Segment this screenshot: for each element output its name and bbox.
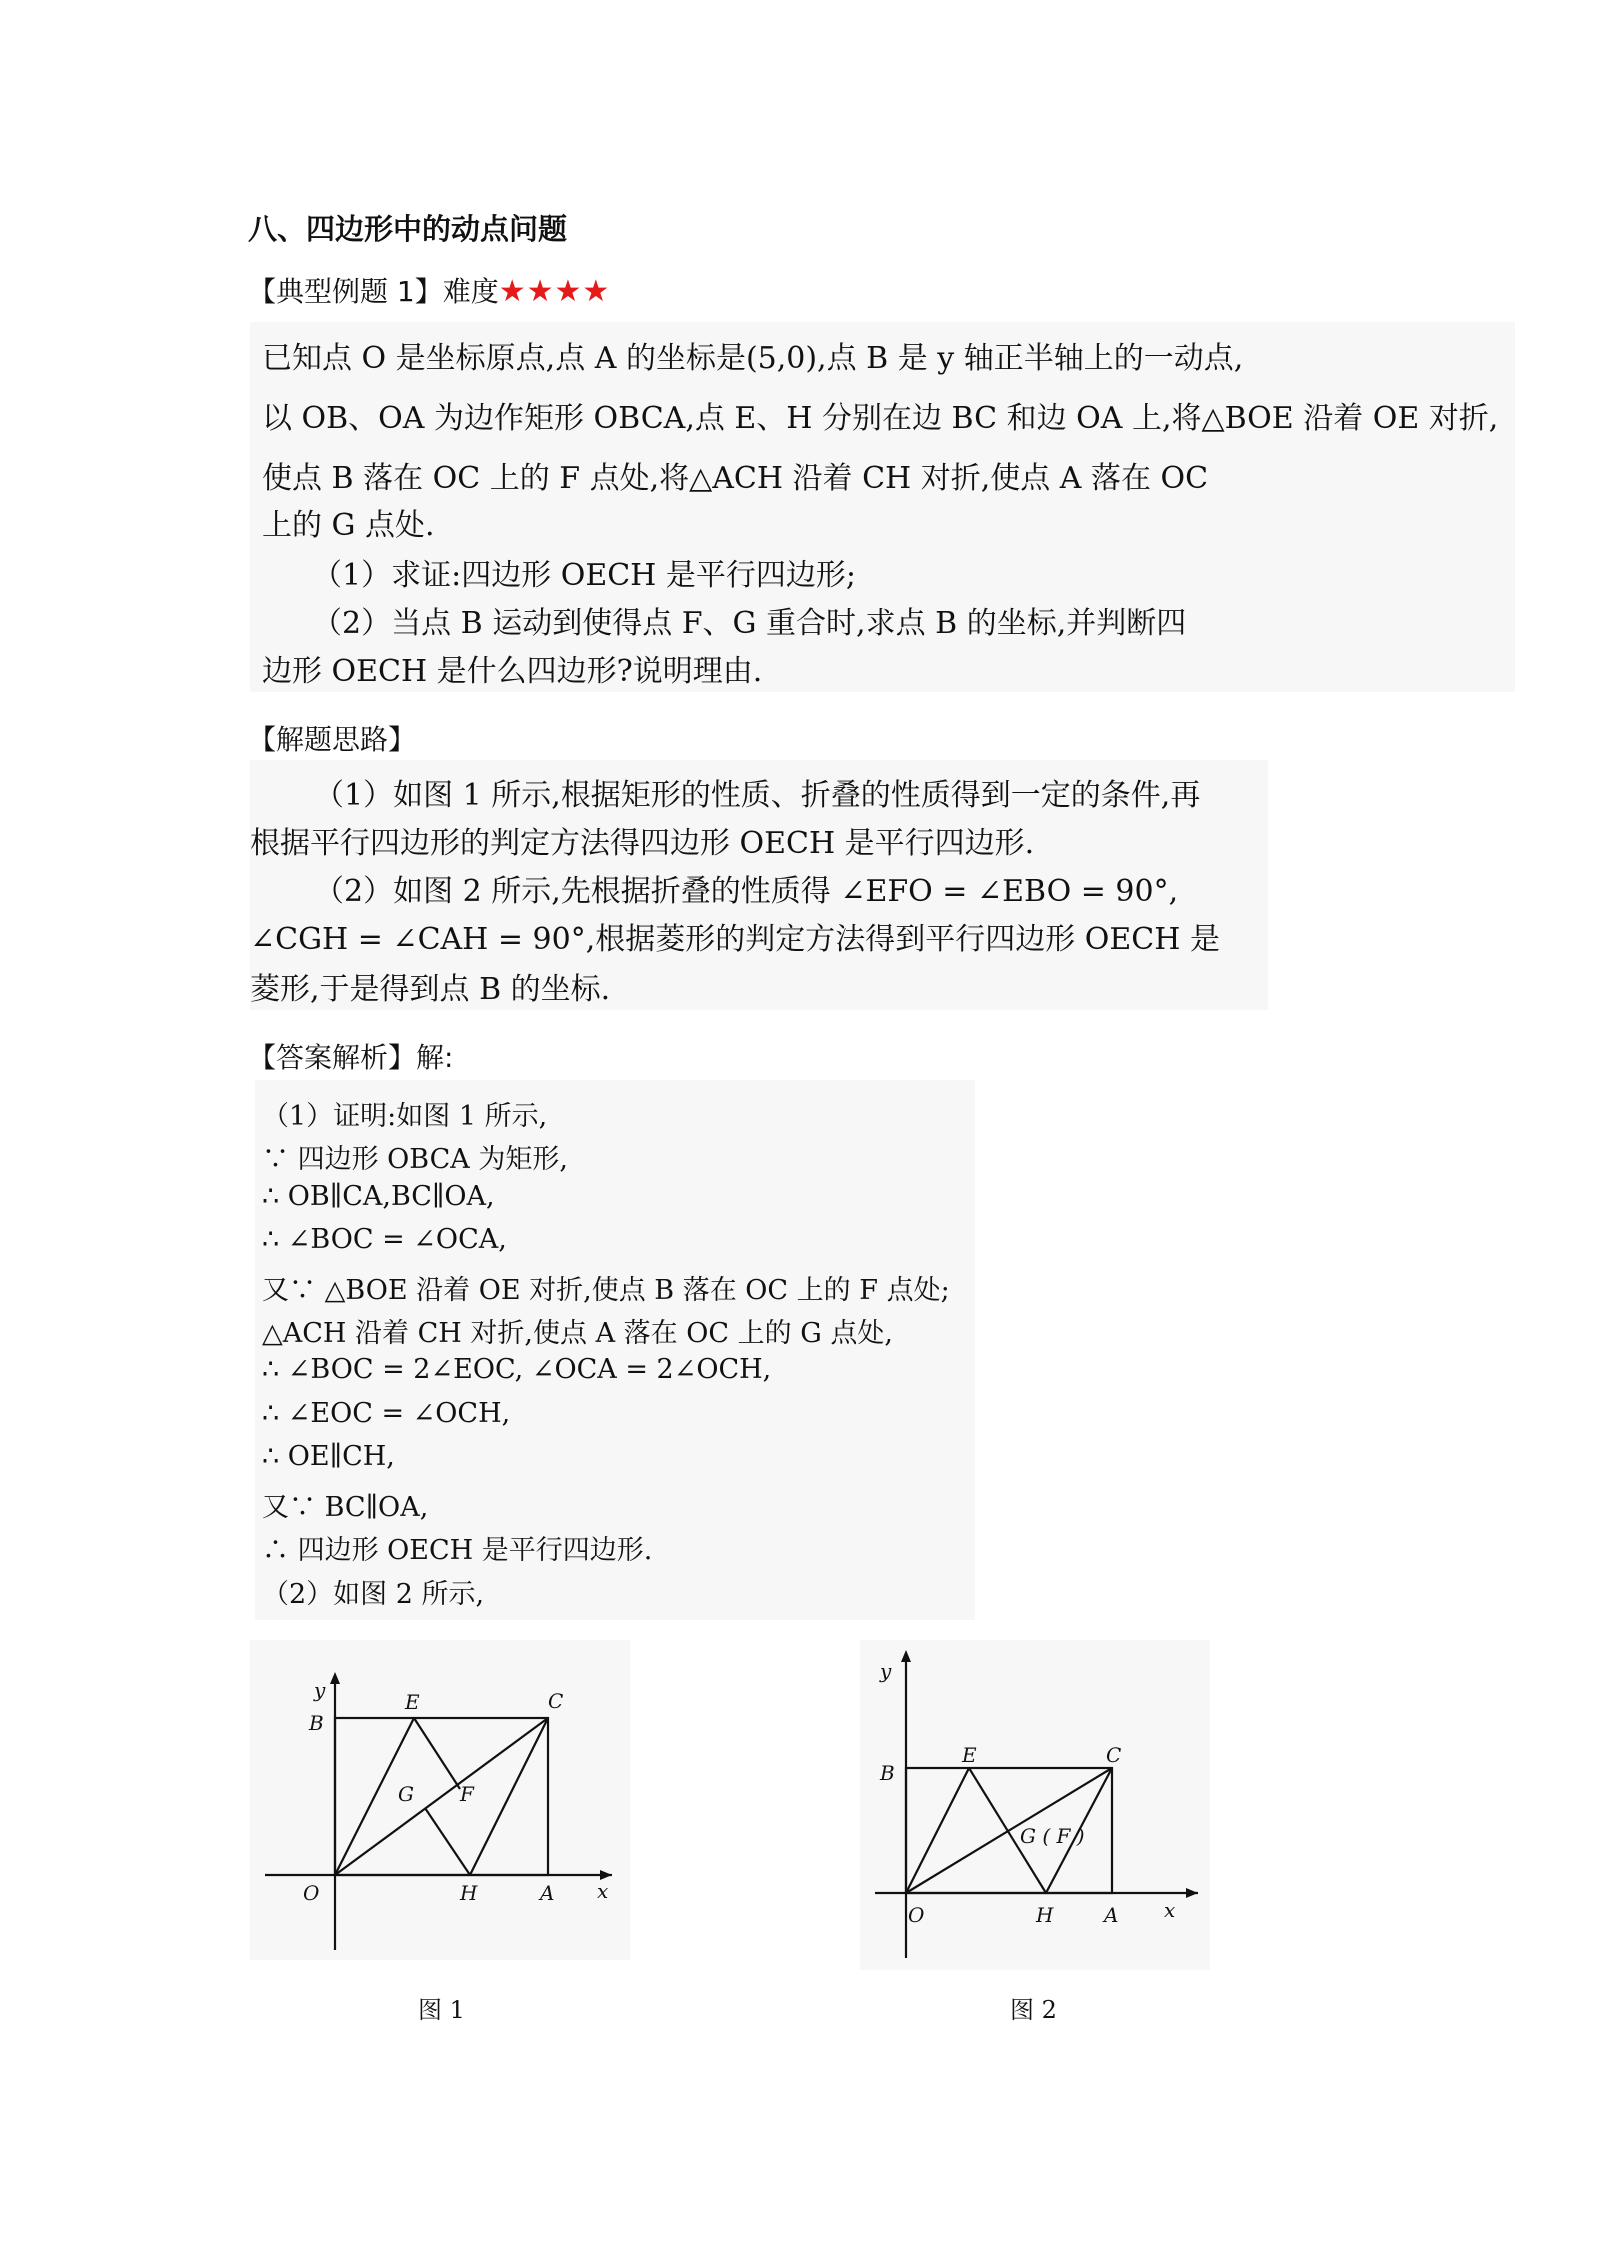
example-label: 【典型例题 1】: [248, 275, 443, 308]
label-E: E: [405, 1690, 420, 1714]
problem-line: 使点 B 落在 OC 上的 F 点处,将△ACH 沿着 CH 对折,使点 A 落在 OC: [262, 461, 1209, 496]
figure-2-caption: 图 2: [1010, 1996, 1057, 2024]
label-y: y: [314, 1678, 326, 1702]
answer-line: ∴ OB∥CA,BC∥OA,: [262, 1181, 495, 1212]
answer-line: ∴ 四边形 OECH 是平行四边形.: [262, 1535, 653, 1566]
figure-1-background: [250, 1640, 630, 1960]
approach-label: 【解题思路】: [248, 723, 417, 756]
figure-2: [860, 1640, 1210, 1970]
label-C: C: [1106, 1743, 1122, 1767]
answer-line: ∴ OE∥CH,: [262, 1441, 395, 1472]
answer-line: （1）证明:如图 1 所示,: [262, 1101, 548, 1132]
answer-line: ∴ ∠EOC = ∠OCH,: [262, 1398, 511, 1429]
answer-line: ∴ ∠BOC = 2∠EOC, ∠OCA = 2∠OCH,: [262, 1354, 772, 1385]
difficulty-stars: ★★★★: [498, 274, 611, 309]
label-x: x: [1164, 1898, 1176, 1922]
answer-line: ∵ 四边形 OBCA 为矩形,: [262, 1144, 568, 1175]
answer-line: △ACH 沿着 CH 对折,使点 A 落在 OC 上的 G 点处,: [262, 1318, 893, 1349]
problem-line: 边形 OECH 是什么四边形?说明理由.: [262, 654, 763, 689]
label-y: y: [880, 1659, 892, 1683]
problem-line: 上的 G 点处.: [262, 508, 435, 543]
approach-line: （2）如图 2 所示,先根据折叠的性质得 ∠EFO = ∠EBO = 90°,: [314, 874, 1179, 909]
label-x: x: [597, 1879, 609, 1903]
approach-line: 菱形,于是得到点 B 的坐标.: [250, 972, 611, 1007]
label-O: O: [303, 1881, 320, 1905]
problem-line: 以 OB、OA 为边作矩形 OBCA,点 E、H 分别在边 BC 和边 OA 上,将△BOE 沿着 OE 对折,: [262, 401, 1499, 436]
label-B: B: [880, 1761, 895, 1785]
figure-1-caption: 图 1: [418, 1996, 465, 2024]
approach-line: 根据平行四边形的判定方法得四边形 OECH 是平行四边形.: [250, 826, 1035, 861]
section-title: 八、四边形中的动点问题: [248, 212, 568, 246]
label-G-F: G ( F ): [1020, 1824, 1085, 1848]
label-A: A: [1104, 1903, 1119, 1927]
answer-line: ∴ ∠BOC = ∠OCA,: [262, 1224, 507, 1255]
label-C: C: [548, 1689, 564, 1713]
problem-line: （2）当点 B 运动到使得点 F、G 重合时,求点 B 的坐标,并判断四: [312, 606, 1187, 641]
label-H: H: [460, 1881, 478, 1905]
approach-line: ∠CGH = ∠CAH = 90°,根据菱形的判定方法得到平行四边形 OECH 是: [250, 922, 1220, 957]
problem-line: （1）求证:四边形 OECH 是平行四边形;: [312, 558, 856, 593]
example-header: [248, 270, 610, 310]
answer-line: （2）如图 2 所示,: [262, 1579, 485, 1610]
label-A: A: [540, 1881, 555, 1905]
answer-line: 又∵ BC∥OA,: [262, 1492, 429, 1523]
label-H: H: [1036, 1903, 1054, 1927]
problem-line: 已知点 O 是坐标原点,点 A 的坐标是(5,0),点 B 是 y 轴正半轴上的一动点,: [262, 341, 1244, 376]
answer-line: 又∵ △BOE 沿着 OE 对折,使点 B 落在 OC 上的 F 点处;: [262, 1275, 950, 1306]
approach-line: （1）如图 1 所示,根据矩形的性质、折叠的性质得到一定的条件,再: [314, 778, 1201, 813]
answer-label: 【答案解析】解:: [248, 1041, 454, 1074]
label-O: O: [908, 1903, 925, 1927]
label-F: F: [460, 1782, 474, 1806]
label-G: G: [398, 1782, 414, 1806]
figure-1: [250, 1640, 630, 1960]
label-E: E: [962, 1743, 977, 1767]
label-B: B: [309, 1711, 324, 1735]
difficulty-label: 难度: [442, 275, 499, 308]
